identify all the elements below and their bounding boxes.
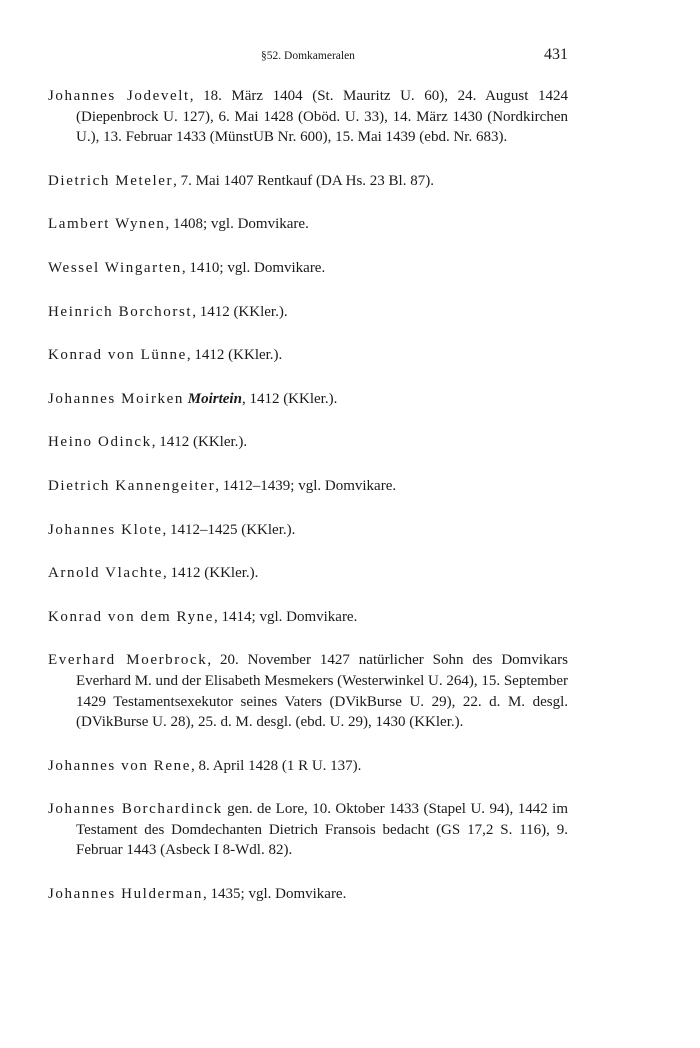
- entry-text: , 20. November 1427 natürlicher Sohn des Domvikars Everhard M. und der Elisabeth Mesmekers (Westerwinkel U. 264), 15. September 1429 Testamentsexekutor seines Vaters (DVikBurse U. 29), 22. d. M. desgl. (DVikBurse U. 28), 25. d. M. desgl. (ebd. U. 29), 1430 (KKler.).: [76, 652, 568, 731]
- entry-text: , 1412–1439; vgl. Domvikare.: [215, 477, 397, 494]
- document-page: [48, 0, 568, 928]
- name-variant: Moirtein: [187, 390, 242, 407]
- entry-text: , 1435; vgl. Domvikare.: [203, 886, 347, 903]
- person-name: Johannes Klote: [48, 521, 163, 538]
- entry-text: , 8. April 1428 (1 R U. 137).: [191, 757, 362, 774]
- list-item: [48, 884, 568, 905]
- list-item: [48, 650, 568, 732]
- entry-text: , 7. Mai 1407 Rentkauf (DA Hs. 23 Bl. 87).: [173, 172, 434, 189]
- person-name: Dietrich Meteler: [48, 172, 174, 189]
- person-name: Heino Odinck: [48, 434, 152, 451]
- entry-text: , 1408; vgl. Domvikare.: [165, 216, 309, 233]
- list-item: [48, 302, 568, 323]
- list-item: [48, 607, 568, 628]
- person-name: Johannes Moirken: [48, 390, 184, 407]
- section-title: §52. Domkameralen: [261, 50, 355, 62]
- person-name: Lambert Wynen: [48, 216, 166, 233]
- entry-text: , 1412 (KKler.).: [241, 390, 338, 407]
- entry-text: , 1412 (KKler.).: [163, 565, 259, 582]
- person-name: Johannes Jodevelt: [48, 88, 190, 104]
- list-item: [48, 520, 568, 541]
- list-item: [48, 258, 568, 279]
- entry-text: , 18. März 1404 (St. Mauritz U. 60), 24. August 1424 (Diepenbrock U. 127), 6. Mai 1428 (Oböd. U. 33), 14. März 1430 (Nordkirchen U.), 13. Februar 1433 (MünstUB Nr. 600), 15. Mai 1439 (ebd. Nr. 683).: [76, 88, 568, 146]
- list-item: [48, 756, 568, 777]
- entry-text: , 1412–1425 (KKler.).: [162, 521, 296, 538]
- list-item: [48, 799, 568, 861]
- list-item: [48, 476, 568, 497]
- person-name: Heinrich Borchorst: [48, 303, 193, 320]
- entry-text: , 1412 (KKler.).: [186, 347, 283, 364]
- person-name: Arnold Vlachte: [48, 565, 164, 582]
- person-name: Konrad von Lünne: [48, 347, 187, 364]
- person-name: Dietrich Kannengeiter: [48, 477, 216, 494]
- entry-text: , 1410; vgl. Domvikare.: [181, 259, 326, 276]
- entry-text: , 1414; vgl. Domvikare.: [214, 608, 358, 625]
- page-number: 431: [544, 46, 568, 63]
- running-head: [48, 48, 568, 68]
- list-item: [48, 86, 568, 148]
- person-name: Johannes Hulderman: [48, 886, 204, 903]
- person-name: Johannes Borchardinck: [48, 801, 223, 818]
- entry-text: gen. de Lore, 10. Oktober 1433 (Stapel U. 94), 1442 im Testament des Domdechanten Dietrich Fransois bedacht (GS 17,2 S. 116), 9. Februar 1443 (Asbeck I 8-Wdl. 82).: [76, 801, 569, 859]
- person-name: Wessel Wingarten: [48, 259, 182, 276]
- person-name: Everhard Moerbrock: [48, 652, 208, 669]
- list-item: [48, 389, 568, 410]
- list-item: [48, 345, 568, 366]
- person-name: Konrad von dem Ryne: [48, 608, 215, 625]
- list-item: [48, 171, 568, 192]
- list-item: [48, 563, 568, 584]
- entry-text: , 1412 (KKler.).: [151, 434, 248, 451]
- person-name: Johannes von Rene: [48, 757, 192, 774]
- entry-text: , 1412 (KKler.).: [192, 303, 288, 320]
- list-item: [48, 432, 568, 453]
- entry-list: [48, 86, 568, 905]
- list-item: [48, 214, 568, 235]
